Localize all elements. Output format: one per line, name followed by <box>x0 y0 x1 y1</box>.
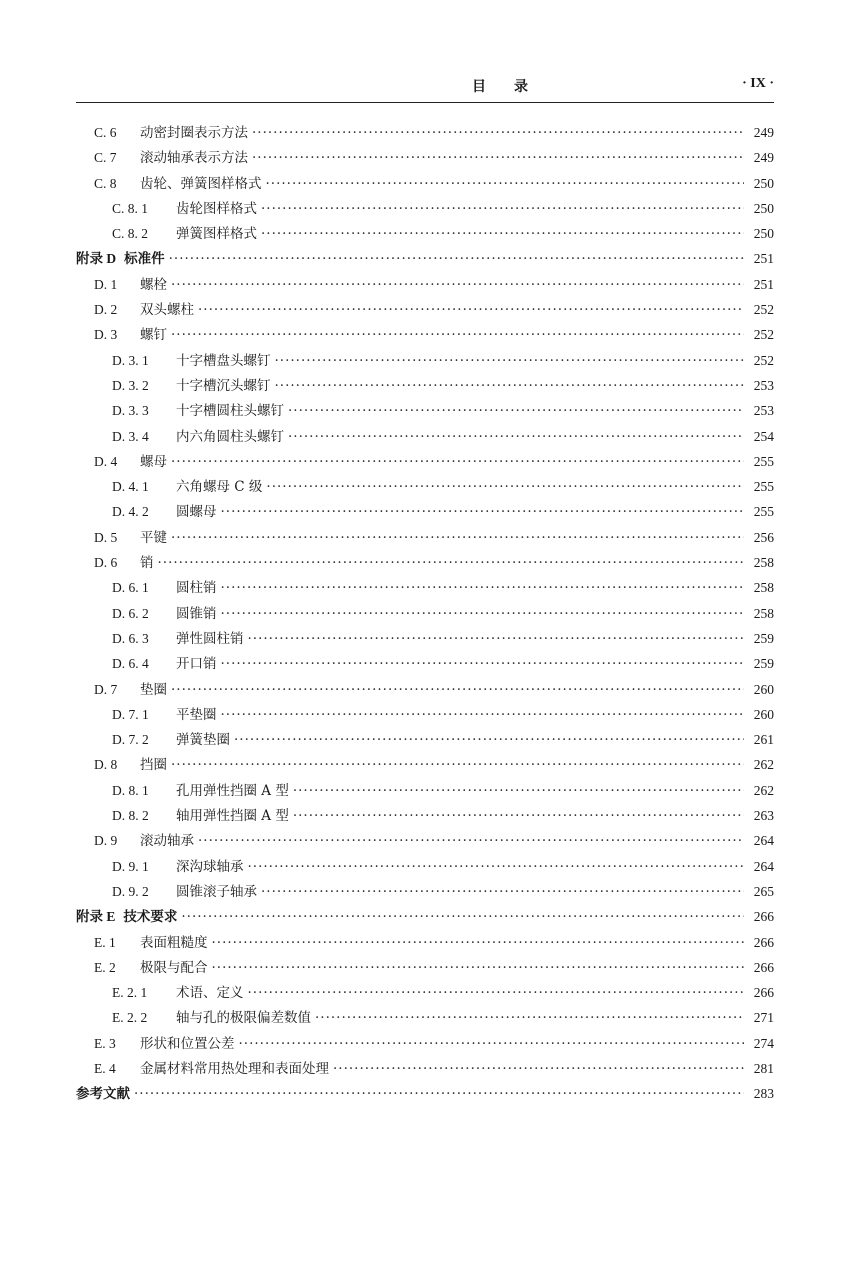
dot-leader <box>212 931 745 956</box>
table-of-contents <box>76 120 774 1107</box>
toc-entry-number: 附录 D <box>76 251 117 267</box>
toc-entry-number: D. 7 <box>94 681 118 697</box>
toc-entry-page: 262 <box>753 782 774 798</box>
dot-leader <box>171 526 744 551</box>
dot-leader <box>293 779 744 804</box>
toc-entry-number: D. 5 <box>94 529 118 545</box>
dot-leader <box>275 349 745 374</box>
toc-entry-number: E. 4 <box>94 1060 116 1076</box>
toc-entry[interactable] <box>76 778 774 803</box>
toc-entry[interactable] <box>76 601 774 626</box>
toc-entry[interactable] <box>76 348 774 373</box>
toc-entry-title: 螺栓 <box>140 276 167 293</box>
toc-entry-number: 附录 E <box>76 909 116 925</box>
dot-leader <box>158 551 745 576</box>
toc-entry-page: 274 <box>753 1035 774 1051</box>
toc-entry[interactable] <box>76 677 774 702</box>
toc-entry-page: 271 <box>753 1010 774 1026</box>
page-number-label: · IX · <box>742 76 774 91</box>
toc-entry-title: 圆螺母 <box>176 504 217 521</box>
dot-leader <box>288 425 744 450</box>
toc-entry-title: 平垫圈 <box>176 706 217 723</box>
dot-leader <box>261 222 744 247</box>
toc-entry-title: 弹簧图样格式 <box>176 226 257 243</box>
toc-entry-title: 销 <box>140 555 154 572</box>
toc-entry-title: 技术要求 <box>123 909 178 926</box>
toc-entry-title: 开口销 <box>176 656 217 673</box>
toc-entry-page: 253 <box>753 377 774 393</box>
dot-leader <box>198 829 744 854</box>
toc-entry-title: 弹性圆柱销 <box>176 630 244 647</box>
running-title: 目录 <box>472 79 556 95</box>
toc-entry[interactable] <box>76 854 774 879</box>
dot-leader <box>288 399 744 424</box>
toc-entry[interactable] <box>76 1031 774 1056</box>
toc-entry-title: 齿轮、弹簧图样格式 <box>140 175 262 192</box>
toc-entry-number: D. 9 <box>94 833 118 849</box>
toc-entry-page: 266 <box>753 985 774 1001</box>
toc-entry-title: 螺钉 <box>140 327 167 344</box>
toc-entry-number: D. 7. 2 <box>112 732 149 748</box>
toc-entry-page: 252 <box>753 302 774 318</box>
toc-entry-number: D. 6. 4 <box>112 656 149 672</box>
dot-leader <box>221 652 745 677</box>
toc-entry-number: D. 6 <box>94 555 118 571</box>
toc-entry[interactable] <box>76 727 774 752</box>
toc-entry-number: E. 1 <box>94 934 116 950</box>
toc-entry[interactable] <box>76 980 774 1005</box>
toc-entry-number: D. 8. 2 <box>112 808 149 824</box>
toc-entry-number: D. 4. 2 <box>112 504 149 520</box>
toc-entry[interactable] <box>76 575 774 600</box>
toc-entry-page: 250 <box>753 226 774 242</box>
toc-entry-title: 垫圈 <box>140 681 167 698</box>
dot-leader <box>171 450 744 475</box>
toc-entry[interactable] <box>76 322 774 347</box>
toc-entry-title: 形状和位置公差 <box>140 1035 235 1052</box>
toc-entry-page: 264 <box>753 833 774 849</box>
toc-entry-page: 256 <box>753 529 774 545</box>
toc-entry-number: D. 3 <box>94 327 118 343</box>
toc-entry-title: 齿轮图样格式 <box>176 200 257 217</box>
dot-leader <box>221 500 745 525</box>
toc-entry-page: 255 <box>753 504 774 520</box>
toc-entry-page: 253 <box>753 403 774 419</box>
toc-entry[interactable] <box>76 272 774 297</box>
toc-entry[interactable] <box>76 879 774 904</box>
toc-entry-number: C. 8. 1 <box>112 200 149 216</box>
dot-leader <box>315 1006 744 1031</box>
dot-leader <box>266 172 745 197</box>
toc-entry-page: 252 <box>753 327 774 343</box>
toc-entry-page: 260 <box>753 706 774 722</box>
toc-entry-number: E. 2. 2 <box>112 1010 148 1026</box>
toc-entry-title: 螺母 <box>140 453 167 470</box>
toc-entry-number: D. 3. 1 <box>112 352 149 368</box>
dot-leader <box>261 880 744 905</box>
toc-entry[interactable] <box>76 474 774 499</box>
dot-leader <box>239 1032 745 1057</box>
toc-entry-title: 标准件 <box>124 251 165 268</box>
dot-leader <box>333 1057 744 1082</box>
toc-entry-page: 264 <box>753 858 774 874</box>
toc-entry[interactable] <box>76 196 774 221</box>
toc-entry-number: E. 2 <box>94 959 116 975</box>
dot-leader <box>171 753 744 778</box>
toc-entry-page: 266 <box>753 909 774 925</box>
toc-entry-title: 弹簧垫圈 <box>176 732 230 749</box>
toc-entry[interactable] <box>76 1005 774 1030</box>
toc-entry-page: 252 <box>753 352 774 368</box>
toc-entry-page: 263 <box>753 808 774 824</box>
toc-entry-title: 金属材料常用热处理和表面处理 <box>140 1060 329 1077</box>
toc-entry-number: D. 4. 1 <box>112 479 149 495</box>
toc-entry[interactable] <box>76 752 774 777</box>
toc-entry[interactable] <box>76 525 774 550</box>
toc-entry[interactable] <box>76 424 774 449</box>
toc-entry[interactable] <box>76 1056 774 1081</box>
toc-entry-page: 251 <box>753 251 774 267</box>
toc-entry-title: 深沟球轴承 <box>176 858 244 875</box>
dot-leader <box>212 956 745 981</box>
dot-leader <box>234 728 744 753</box>
dot-leader <box>198 298 744 323</box>
toc-entry-title: 参考文献 <box>76 1086 130 1103</box>
dot-leader <box>171 678 744 703</box>
dot-leader <box>252 121 744 146</box>
toc-entry-title: 圆锥销 <box>176 605 217 622</box>
toc-entry-title: 孔用弹性挡圈 A 型 <box>176 782 289 799</box>
dot-leader <box>248 981 745 1006</box>
toc-entry-page: 266 <box>753 934 774 950</box>
toc-entry-number: E. 2. 1 <box>112 985 148 1001</box>
toc-entry-page: 262 <box>753 757 774 773</box>
toc-entry[interactable] <box>76 702 774 727</box>
toc-entry-number: D. 9. 2 <box>112 883 149 899</box>
dot-leader <box>221 703 745 728</box>
toc-entry-number: D. 3. 2 <box>112 377 149 393</box>
toc-entry-page: 254 <box>753 428 774 444</box>
dot-leader <box>221 576 745 601</box>
toc-entry-number: D. 6. 2 <box>112 605 149 621</box>
toc-entry-number: D. 6. 3 <box>112 630 149 646</box>
dot-leader <box>248 627 745 652</box>
toc-entry[interactable] <box>76 246 774 271</box>
toc-entry[interactable] <box>76 955 774 980</box>
toc-entry-number: D. 6. 1 <box>112 580 149 596</box>
toc-entry-title: 滚动轴承表示方法 <box>140 150 248 167</box>
toc-entry-title: 十字槽沉头螺钉 <box>176 377 271 394</box>
toc-entry-title: 极限与配合 <box>140 959 208 976</box>
toc-entry-title: 十字槽盘头螺钉 <box>176 352 271 369</box>
toc-entry-title: 圆柱销 <box>176 580 217 597</box>
toc-entry[interactable] <box>76 550 774 575</box>
toc-entry[interactable] <box>76 651 774 676</box>
toc-entry-page: 266 <box>753 959 774 975</box>
dot-leader <box>266 475 744 500</box>
toc-entry[interactable] <box>76 828 774 853</box>
toc-entry[interactable] <box>76 221 774 246</box>
toc-entry[interactable] <box>76 499 774 524</box>
toc-entry-number: C. 6 <box>94 125 117 140</box>
dot-leader <box>169 247 744 272</box>
toc-entry-number: C. 8 <box>94 175 117 191</box>
toc-entry-title: 挡圈 <box>140 757 167 774</box>
dot-leader <box>221 602 745 627</box>
toc-entry-title: 十字槽圆柱头螺钉 <box>176 403 284 420</box>
toc-entry-title: 双头螺柱 <box>140 302 194 319</box>
toc-entry[interactable] <box>76 449 774 474</box>
toc-entry-page: 265 <box>753 883 774 899</box>
toc-entry-page: 260 <box>753 681 774 697</box>
toc-entry-title: 轴用弹性挡圈 A 型 <box>176 808 289 825</box>
toc-entry-page: 258 <box>753 580 774 596</box>
toc-entry[interactable] <box>76 803 774 828</box>
dot-leader <box>248 855 745 880</box>
toc-entry-title: 平键 <box>140 529 167 546</box>
toc-entry[interactable] <box>76 373 774 398</box>
toc-entry-page: 250 <box>753 175 774 191</box>
toc-entry[interactable] <box>76 626 774 651</box>
toc-entry-page: 255 <box>753 479 774 495</box>
toc-entry-number: E. 3 <box>94 1035 116 1051</box>
toc-entry-number: D. 2 <box>94 302 118 318</box>
toc-entry-page: 250 <box>753 200 774 216</box>
dot-leader <box>275 374 745 399</box>
header-rule <box>76 102 774 103</box>
dot-leader <box>134 1082 744 1107</box>
toc-entry-title: 轴与孔的极限偏差数值 <box>176 1010 311 1027</box>
dot-leader <box>171 323 744 348</box>
dot-leader <box>171 273 744 298</box>
toc-entry[interactable] <box>76 398 774 423</box>
toc-entry-title: 内六角圆柱头螺钉 <box>176 428 284 445</box>
toc-entry[interactable] <box>76 297 774 322</box>
toc-entry-page: 249 <box>753 125 774 140</box>
toc-entry-page: 255 <box>753 453 774 469</box>
dot-leader <box>181 905 744 930</box>
toc-entry-number: C. 8. 2 <box>112 226 149 242</box>
toc-entry[interactable] <box>76 145 774 170</box>
toc-entry-number: D. 8 <box>94 757 118 773</box>
toc-entry-number: D. 9. 1 <box>112 858 149 874</box>
toc-entry-page: 249 <box>753 150 774 166</box>
toc-entry-number: D. 7. 1 <box>112 706 149 722</box>
toc-entry[interactable] <box>76 1081 774 1106</box>
toc-entry-title: 动密封圈表示方法 <box>140 125 248 141</box>
toc-entry-title: 滚动轴承 <box>140 833 194 850</box>
toc-entry-page: 258 <box>753 555 774 571</box>
toc-entry[interactable] <box>76 930 774 955</box>
toc-entry-page: 281 <box>753 1060 774 1076</box>
toc-entry-page: 259 <box>753 656 774 672</box>
toc-entry-number: D. 3. 3 <box>112 403 149 419</box>
toc-entry-title: 六角螺母 C 级 <box>176 479 263 496</box>
toc-entry-title: 圆锥滚子轴承 <box>176 883 257 900</box>
toc-entry[interactable] <box>76 120 774 145</box>
toc-entry-page: 251 <box>753 276 774 292</box>
dot-leader <box>261 197 744 222</box>
toc-entry-number: D. 1 <box>94 276 118 292</box>
toc-entry-title: 术语、定义 <box>176 985 244 1002</box>
toc-entry[interactable] <box>76 904 774 929</box>
toc-entry-number: D. 3. 4 <box>112 428 149 444</box>
toc-entry-page: 258 <box>753 605 774 621</box>
toc-entry-number: D. 4 <box>94 453 118 469</box>
toc-entry-number: C. 7 <box>94 150 117 166</box>
toc-entry-page: 259 <box>753 630 774 646</box>
toc-entry-page: 261 <box>753 732 774 748</box>
toc-entry[interactable] <box>76 171 774 196</box>
toc-entry-title: 表面粗糙度 <box>140 934 208 951</box>
toc-entry-page: 283 <box>753 1086 774 1102</box>
dot-leader <box>252 146 744 171</box>
dot-leader <box>293 804 744 829</box>
page-header <box>76 76 774 98</box>
toc-entry-number: D. 8. 1 <box>112 782 149 798</box>
